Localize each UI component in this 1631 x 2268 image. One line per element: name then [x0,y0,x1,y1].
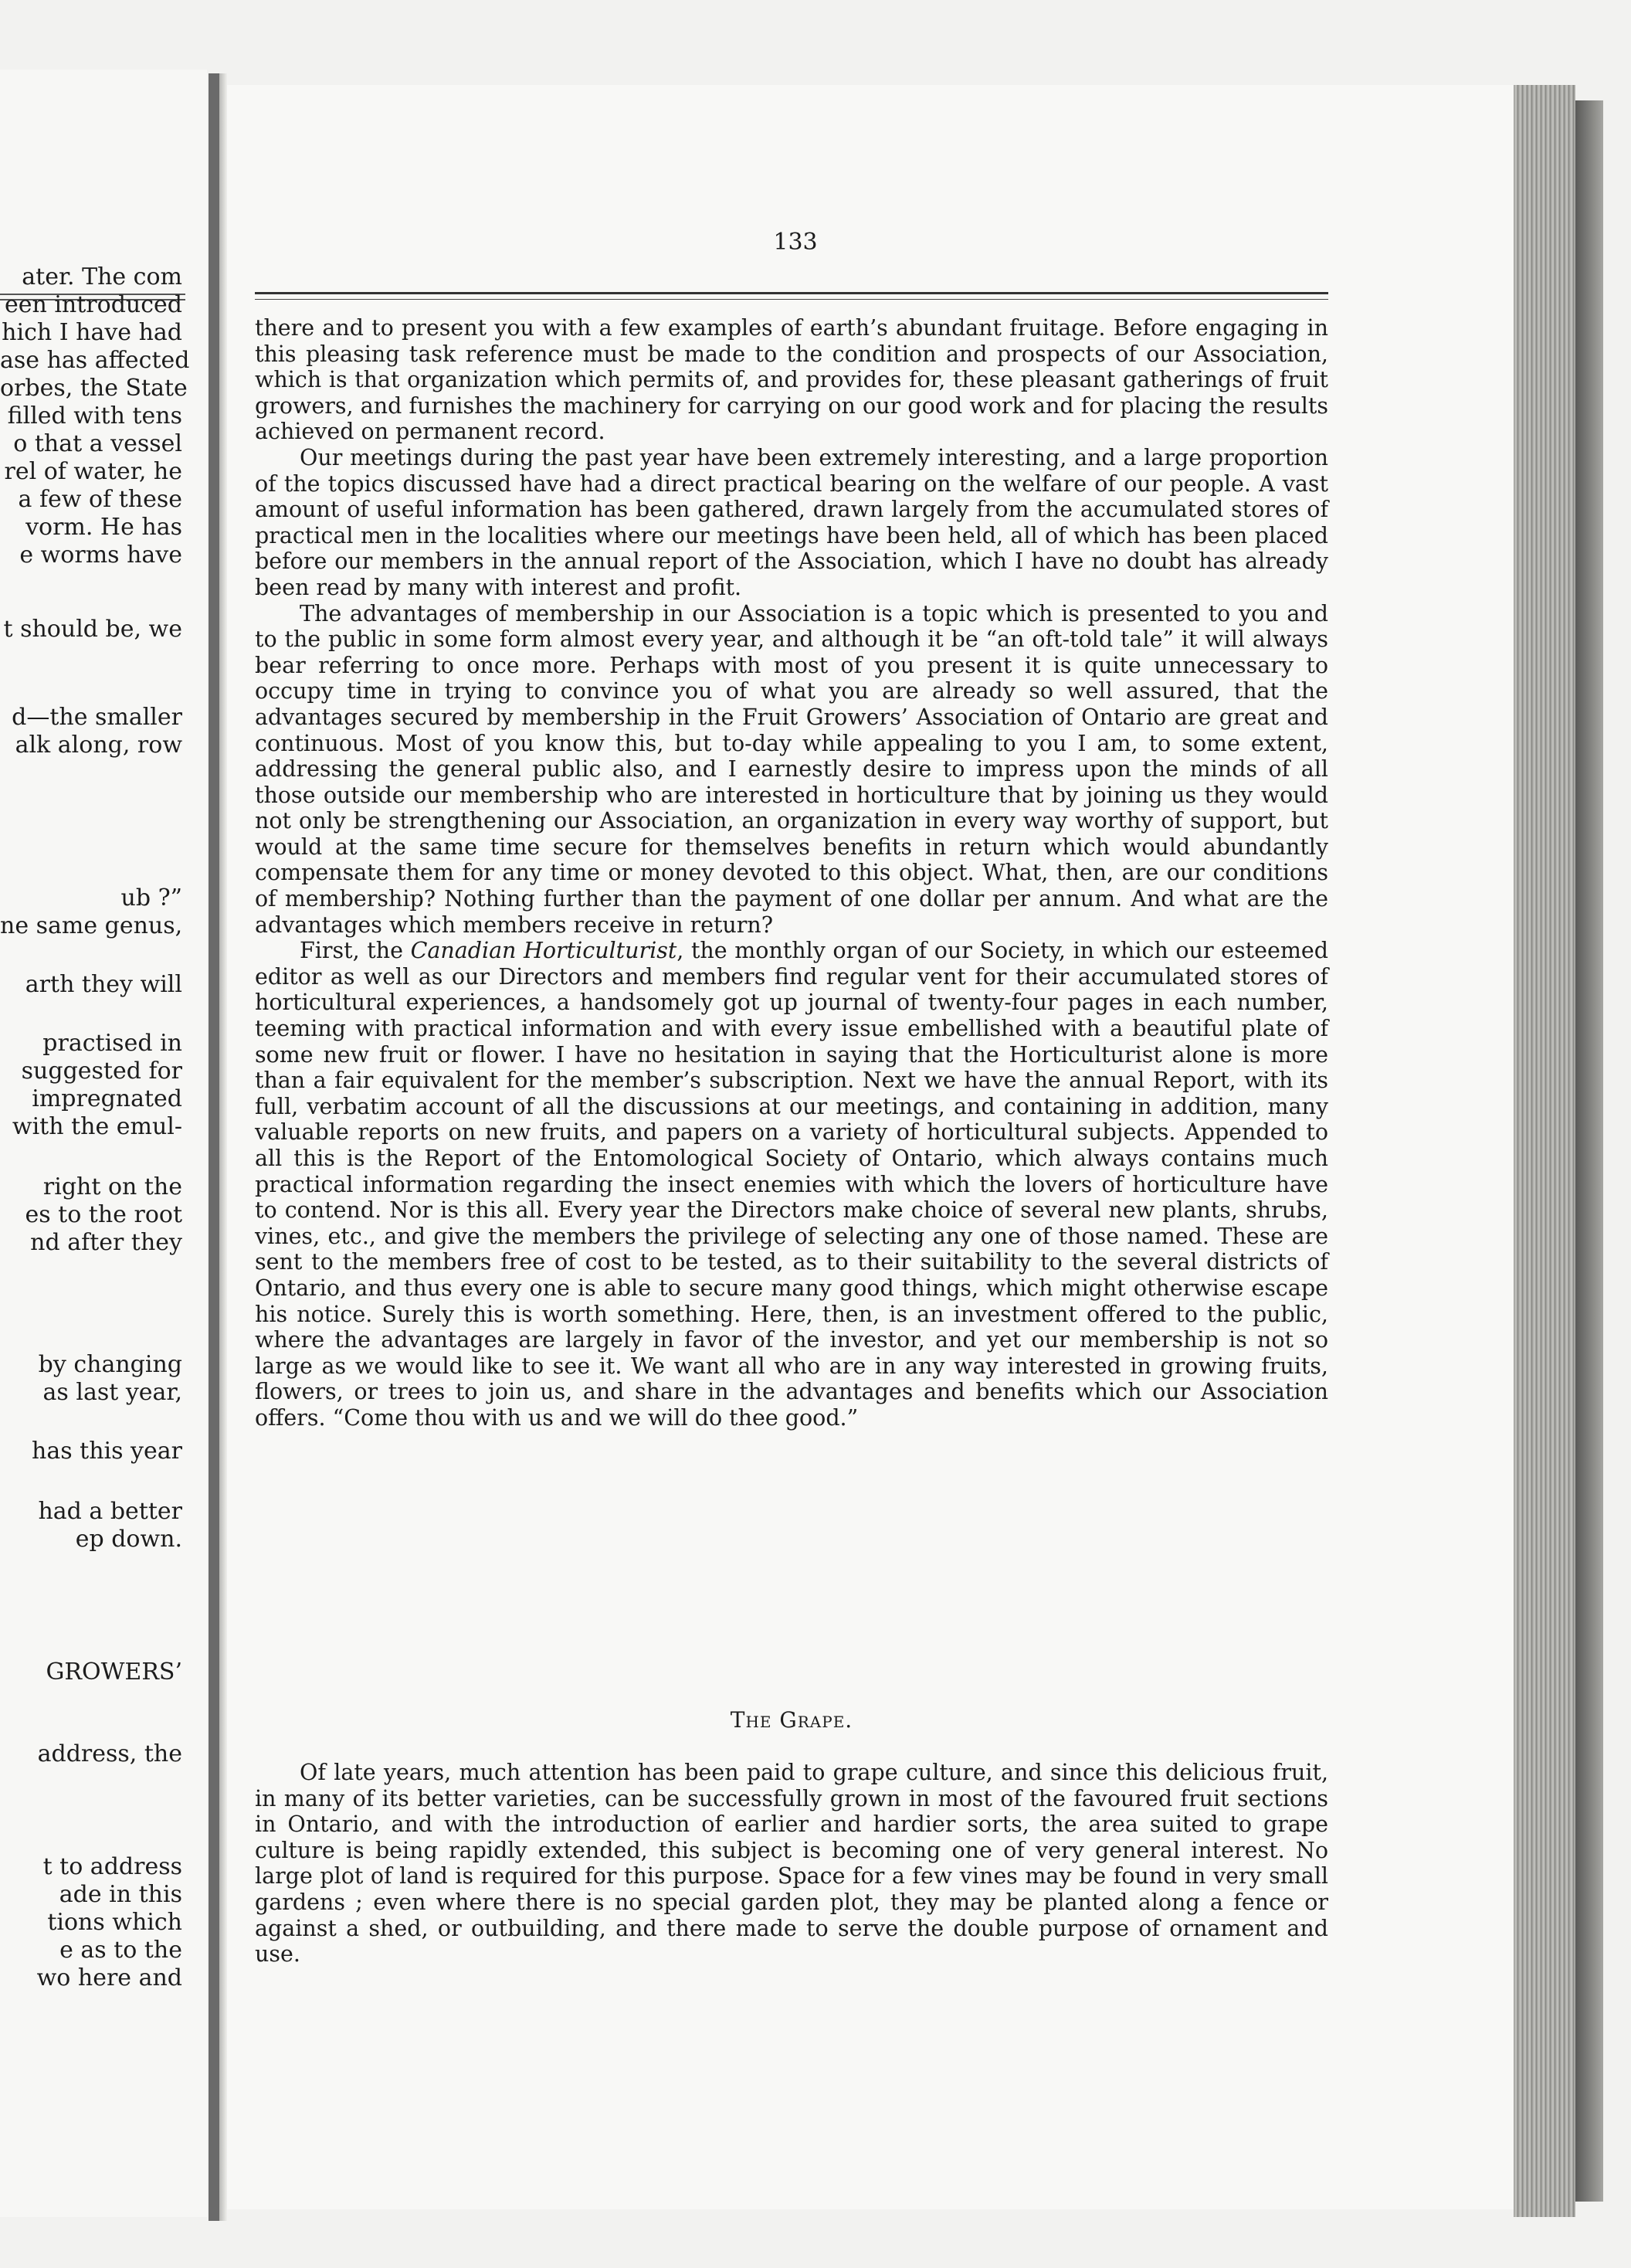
book-spine [209,73,219,2221]
paragraph-text: , the monthly organ of our Society, in which our esteemed editor as well as our Directors and members find regular vent for their accumulated stores of horticultural experiences, a handsomely got up journal of twenty-four pages in each number, teeming with practical information and with every issue embellished with a beautiful plate of some new fruit or flower. I have no hesitation in saying that the Horticulturist alone is more than a fair equivalent for the member’s subscription. Next we have the annual Report, with its full, verbatim account of all the discussions at our meetings, and containing in addition, many valuable reports on new fruits, and papers on a variety of horticultural subjects. Appended to all this is the Report of the Entomological Society of Ontario, which always contains much practical information regarding the insect enemies with which the lovers of horticulture have to contend. Nor is this all. Every year the Directors make choice of several new plants, shrubs, vines, etc., and give the members the privilege of selecting any one of those named. These are sent to the members free of cost to be tested, as to their suitability to the several districts of Ontario, and thus every one is able to secure many good things, which might otherwise escape his notice. Surely this is worth something. Here, then, is an investment offered to the public, where the advantages are largely in favor of the investor, and yet our membership is not so large as we would like to see it. We want all who are in any way interested in growing fruits, flowers, or trees to join us, and share in the advantages and benefits which our Association offers. “Come thou with us and we will do thee good.” [255,938,1328,1431]
left-page-line: right on the [42,1173,182,1200]
left-page-line: as last year, [42,1379,182,1406]
left-page-line: tions which [47,1909,182,1936]
left-page-line: impregnated [32,1085,182,1112]
paragraph: there and to present you with a few examples of earth’s abundant fruitage. Before engaging in this pleasing task reference must be made to the condition and prospects of our Association, which is that organization which permits of, and provides for, these pleasant gatherings of fruit growers, and furnishes the machinery for carrying on our good work and for placing the results achieved on permanent record. [255,315,1328,445]
left-page-line: practised in [42,1030,182,1057]
left-page-line: es to the root [25,1201,182,1228]
left-page-line: ase has affected [0,347,190,374]
left-page-line: arth they will [25,971,182,998]
left-page-line: has this year [32,1438,182,1465]
page-edges [1514,85,1575,2217]
left-page-line: d—the smaller [12,704,182,731]
left-page-line: een introduced [4,291,182,318]
left-page-line: had a better [38,1498,182,1525]
left-page-line: hich I have had [2,319,182,346]
left-page-line: ade in this [59,1881,182,1908]
left-page-line: by changing [38,1351,182,1378]
paragraph-text: First, the [300,938,411,964]
left-page-line: rel of water, he [4,458,182,485]
left-page-line: t should be, we [3,616,182,643]
spine-shadow [219,73,227,2221]
left-page-line: ep down. [75,1526,182,1553]
left-page-line: orbes, the State [0,375,188,402]
paragraph: The advantages of membership in our Association is a topic which is presented to you and to the public in some form almost every year, and although it be “an oft-told tale” it will always bear referring to once more. Perhaps with most of you present it is quite unnecessary to occupy time in trying to convince you of what you are already so well assured, that the advantages secured by membership in the Fruit Growers’ Association of Ontario are great and continuous. Most of you know this, but to-day while appealing to you I am, to some extent, addressing the general public also, and I earnestly desire to impress upon the minds of all those outside our membership who are interested in horticulture that by joining us they would not only be strengthening our Association, an organization in every way worthy of support, but would at the same time secure for themselves benefits in return which would abundantly compensate them for any time or money devoted to this object. What, then, are our conditions of membership? Nothing further than the payment of one dollar per annum. And what are the advantages which members receive in return? [255,600,1328,938]
left-page-line: filled with tens [7,402,182,429]
paragraph [255,938,1328,1431]
journal-title: Canadian Horticulturist [410,938,677,964]
left-page-line: e worms have [19,542,182,569]
left-page-line: e as to the [59,1937,182,1964]
grape-section-text [255,1760,1328,1968]
header-rule [255,292,1328,300]
left-page-line: nd after they [30,1229,182,1256]
left-page-line: address, the [37,1740,182,1767]
paragraph: Our meetings during the past year have been extremely interesting, and a large proportion of the topics discussed have had a direct practical bearing on the welfare of our people. A vast amount of useful information has been gathered, drawn largely from the accumulated stores of practical men in the localities where our meetings have been held, all of which has been placed before our members in the annual report of the Association, which I have no doubt has already been read by many with interest and profit. [255,444,1328,600]
left-page-line: a few of these [18,486,182,513]
left-page-line: ne same genus, [0,912,183,939]
body-text [255,315,1328,1431]
left-page-line: t to address [42,1853,182,1880]
left-page-line: vorm. He has [25,514,182,541]
left-page-line: wo here and [36,1964,182,1991]
left-page-line: with the emul- [12,1113,182,1140]
left-page-line: alk along, row [15,732,182,759]
book-cover-edge [1575,100,1603,2202]
left-page [0,70,207,2217]
paragraph: Of late years, much attention has been paid to grape culture, and since this delicious fruit, in many of its better varieties, can be successfully grown in most of the favoured fruit sections in Ontario, and with the introduction of earlier and hardier sorts, the area suited to grape culture is being rapidly extended, this subject is becoming one of very general interest. No large plot of land is required for this purpose. Space for a few vines may be found in very small gardens ; even where there is no special garden plot, they may be planted along a fence or against a shed, or outbuilding, and there made to serve the double purpose of ornament and use. [255,1760,1328,1968]
section-heading: The Grape. [730,1707,853,1733]
left-page-line: o that a vessel [13,430,182,457]
left-page-line: ub ?” [120,884,182,912]
left-page-line: suggested for [21,1058,182,1085]
left-page-line: GROWERS’ [46,1659,182,1686]
left-page-line: ater. The com [22,263,182,290]
page-number: 133 [773,229,818,256]
